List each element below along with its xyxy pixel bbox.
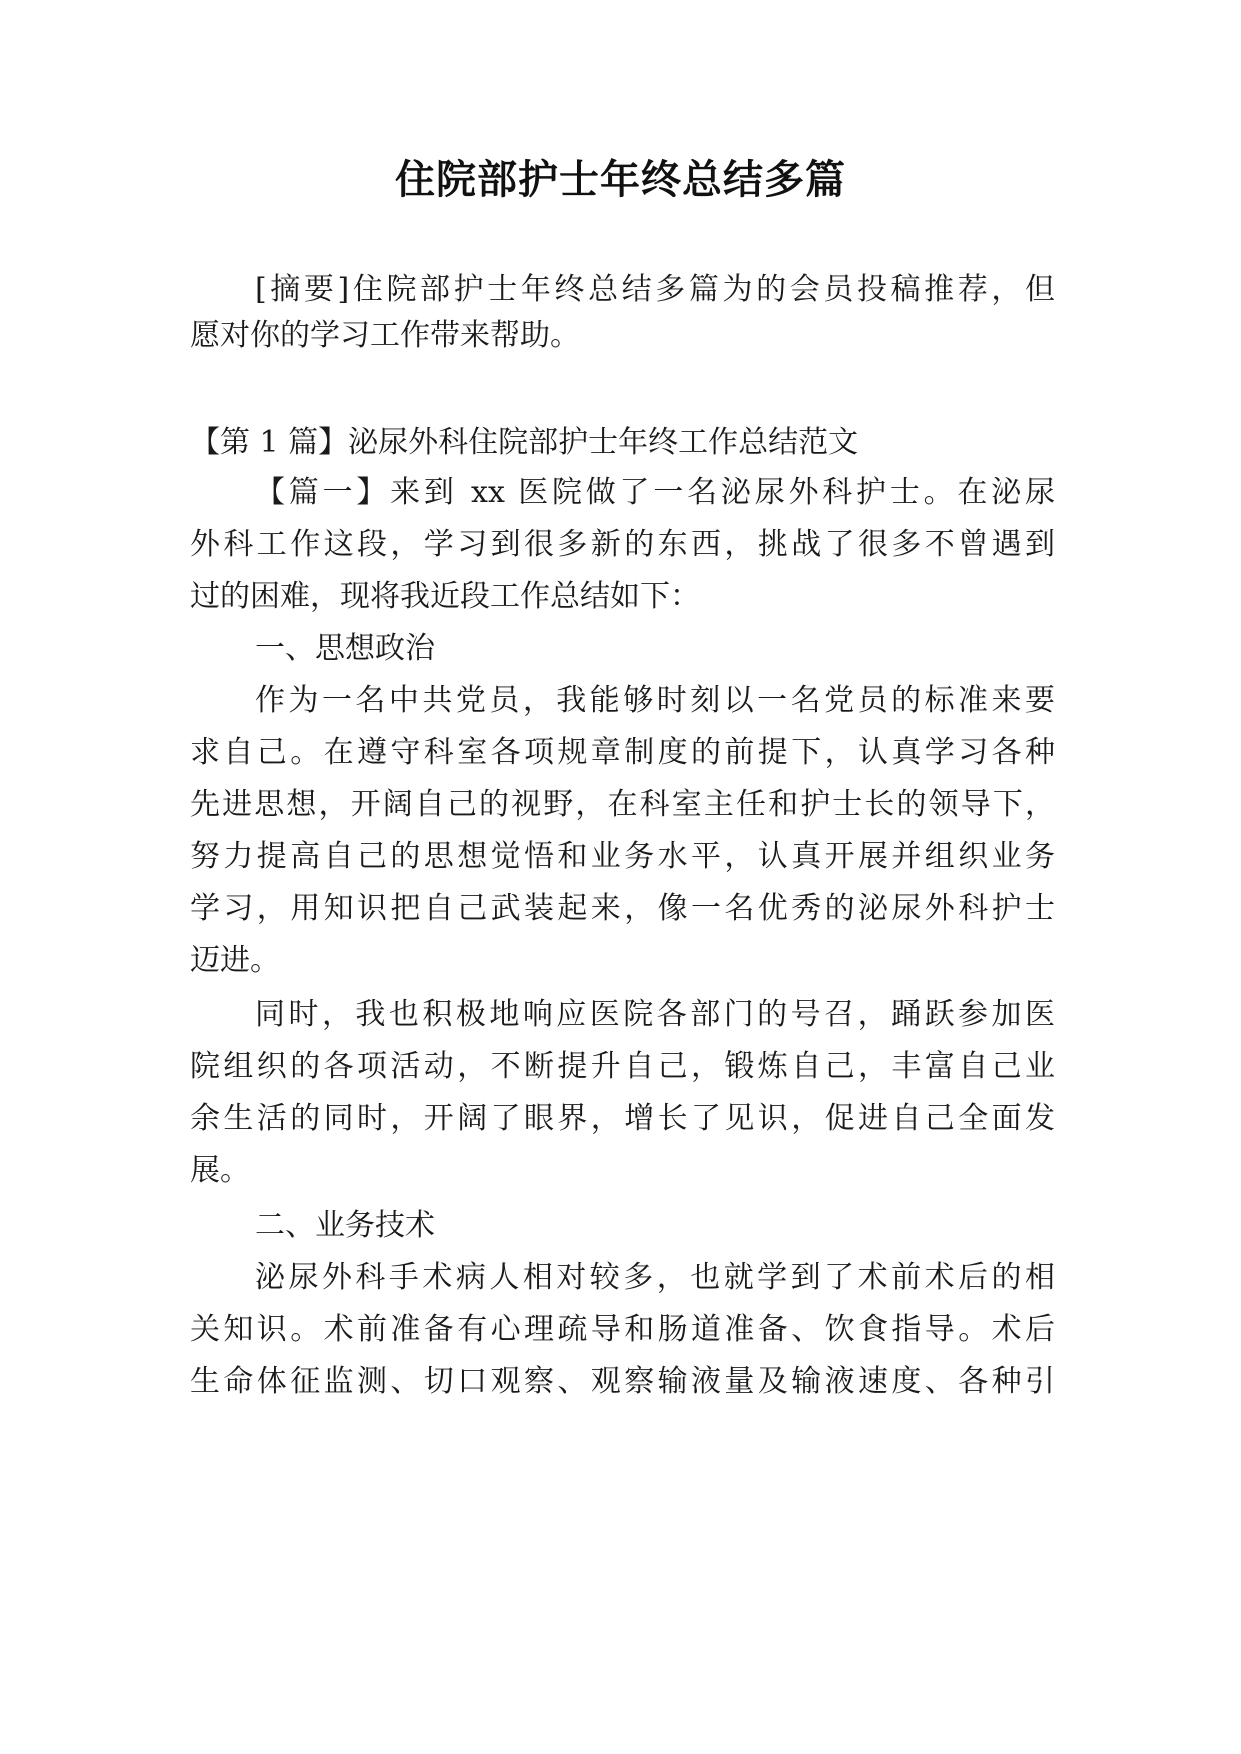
- paragraph-line: 外科工作这段，学习到很多新的东西，挑战了很多不曾遇到: [190, 527, 1055, 562]
- abstract-line-2: 愿对你的学习工作带来帮助。: [190, 318, 580, 353]
- paragraph-line: 【篇一】来到 xx 医院做了一名泌尿外科护士。在泌尿: [255, 475, 1055, 510]
- paragraph-line: 余生活的同时，开阔了眼界，增长了见识，促进自己全面发: [190, 1101, 1055, 1136]
- paragraph-line: 展。: [190, 1153, 250, 1188]
- paragraph-line: 先进思想，开阔自己的视野，在科室主任和护士长的领导下，: [190, 787, 1055, 822]
- document-title: 住院部护士年终总结多篇: [395, 157, 846, 203]
- paragraph-line: 关知识。术前准备有心理疏导和肠道准备、饮食指导。术后: [190, 1312, 1055, 1347]
- paragraph-line: 过的困难，现将我近段工作总结如下：: [190, 579, 700, 614]
- section-heading: 【第 1 篇】泌尿外科住院部护士年终工作总结范文: [190, 425, 859, 460]
- paragraph-line: 泌尿外科手术病人相对较多，也就学到了术前术后的相: [255, 1260, 1055, 1295]
- subheading-skills: 二、业务技术: [255, 1208, 435, 1243]
- paragraph-line: 同时，我也积极地响应医院各部门的号召，踊跃参加医: [255, 997, 1055, 1032]
- paragraph-line: 学习，用知识把自己武装起来，像一名优秀的泌尿外科护士: [190, 891, 1055, 926]
- paragraph-line: 作为一名中共党员，我能够时刻以一名党员的标准来要: [255, 683, 1055, 718]
- abstract-line-1: [摘要]住院部护士年终总结多篇为的会员投稿推荐，但: [255, 272, 1055, 307]
- paragraph-line: 迈进。: [190, 943, 280, 978]
- paragraph-line: 院组织的各项活动，不断提升自己，锻炼自己，丰富自己业: [190, 1049, 1055, 1084]
- subheading-politics: 一、思想政治: [255, 631, 435, 666]
- paragraph-line: 求自己。在遵守科室各项规章制度的前提下，认真学习各种: [190, 735, 1055, 770]
- paragraph-line: 努力提高自己的思想觉悟和业务水平，认真开展并组织业务: [190, 839, 1055, 874]
- paragraph-line: 生命体征监测、切口观察、观察输液量及输液速度、各种引: [190, 1364, 1055, 1399]
